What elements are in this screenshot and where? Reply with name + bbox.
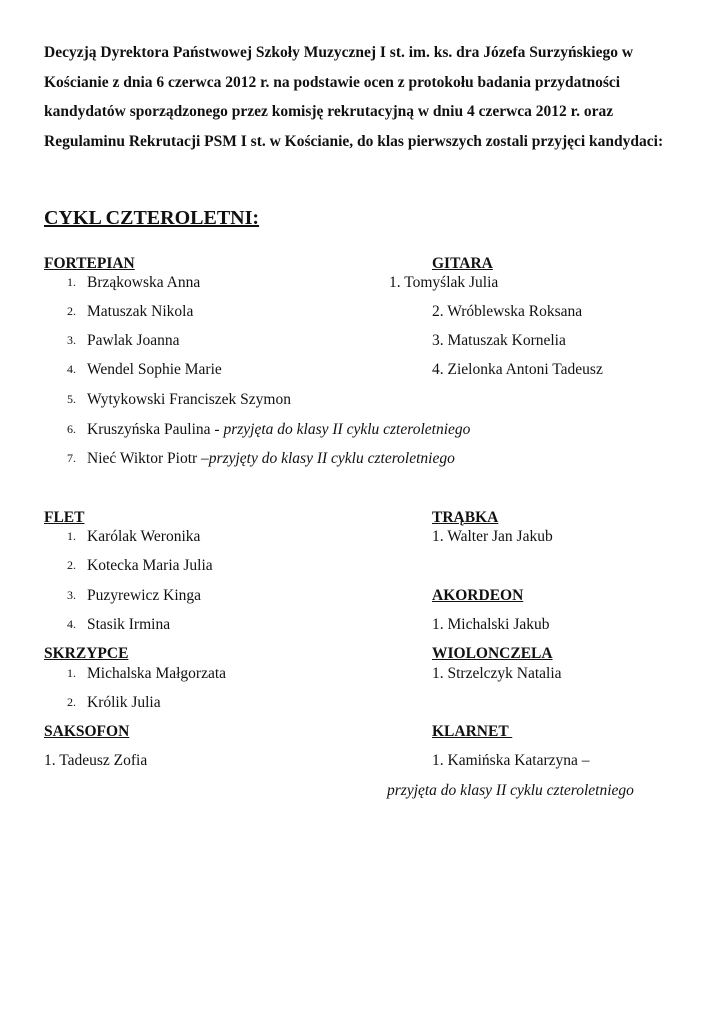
section-heading-saksofon: SAKSOFON <box>44 723 130 740</box>
list-item: 1. Walter Jan Jakub <box>432 528 553 545</box>
student-name: Wendel Sophie Marie <box>87 361 222 378</box>
admission-note: przyjęty do klasy II cyklu czteroletniego <box>208 450 455 467</box>
list-item: 1. Tomyślak Julia <box>389 274 499 291</box>
admission-note: przyjęta do klasy II cyklu czteroletniego <box>387 782 634 799</box>
list-item: 2. Wróblewska Roksana <box>432 303 583 320</box>
section-heading-skrzypce: SKRZYPCE <box>44 645 129 662</box>
admission-note: przyjęta do klasy II cyklu czteroletniego <box>223 421 471 438</box>
list-item: 1. Strzelczyk Natalia <box>432 665 562 682</box>
list-number: 2. <box>67 695 76 709</box>
section-heading-gitara: GITARA <box>432 255 493 272</box>
intro-paragraph: Decyzją Dyrektora Państwowej Szkoły Muzycznej I st. im. ks. dra Józefa Surzyńskiego w Kościanie z dnia 6 czerwca 2012 r. na podstawie ocen z protokołu badania przydatności kandydatów sporządzonego przez komisję rekrutacyjną w dniu 4 czerwca 2012 r. oraz Regulaminu Rekrutacji PSM I st. w Kościanie, do klas pierwszych zostali przyjęci kandydaci: <box>44 44 664 150</box>
student-name: Michalska Małgorzata <box>87 665 227 682</box>
section-heading-akordeon: AKORDEON <box>432 587 524 604</box>
list-number: 2. <box>67 304 76 318</box>
student-name: Stasik Irmina <box>87 616 171 633</box>
student-name: Królik Julia <box>87 694 161 711</box>
list-number: 7. <box>67 451 76 465</box>
list-number: 5. <box>67 392 76 406</box>
student-name: Karólak Weronika <box>87 528 201 545</box>
student-name: Wytykowski Franciszek Szymon <box>87 391 291 408</box>
list-number: 3. <box>67 588 76 602</box>
list-item: 1. Michalski Jakub <box>432 616 550 633</box>
student-name: Pawlak Joanna <box>87 332 180 349</box>
list-number: 2. <box>67 558 76 572</box>
section-heading-trabka: TRĄBKA <box>432 509 499 526</box>
list-item: 1. Tadeusz Zofia <box>44 752 148 769</box>
list-number: 1. <box>67 529 76 543</box>
list-item: 4. Zielonka Antoni Tadeusz <box>432 361 603 378</box>
student-name: Nieć Wiktor Piotr – <box>87 450 209 467</box>
list-number: 4. <box>67 617 76 631</box>
student-entry <box>87 449 455 468</box>
student-name: Puzyrewicz Kinga <box>87 587 202 604</box>
section-heading-klarnet: KLARNET <box>432 723 513 740</box>
list-number: 1. <box>67 666 76 680</box>
student-name: Kruszyńska Paulina - <box>87 421 224 438</box>
student-name: Kotecka Maria Julia <box>87 557 213 574</box>
list-item: 3. Matuszak Kornelia <box>432 332 566 349</box>
cycle-heading: CYKL CZTEROLETNI: <box>44 207 260 229</box>
list-number: 1. <box>67 275 76 289</box>
student-name: Brząkowska Anna <box>87 274 201 291</box>
section-heading-wiolonczela: WIOLONCZELA <box>432 645 553 662</box>
student-entry <box>87 420 470 439</box>
list-item: 1. Kamińska Katarzyna – <box>432 752 590 769</box>
list-number: 6. <box>67 422 76 436</box>
list-number: 3. <box>67 333 76 347</box>
list-number: 4. <box>67 362 76 376</box>
student-name: Matuszak Nikola <box>87 303 194 320</box>
section-heading-flet: FLET <box>44 509 85 526</box>
section-heading-fortepian: FORTEPIAN <box>44 255 135 272</box>
